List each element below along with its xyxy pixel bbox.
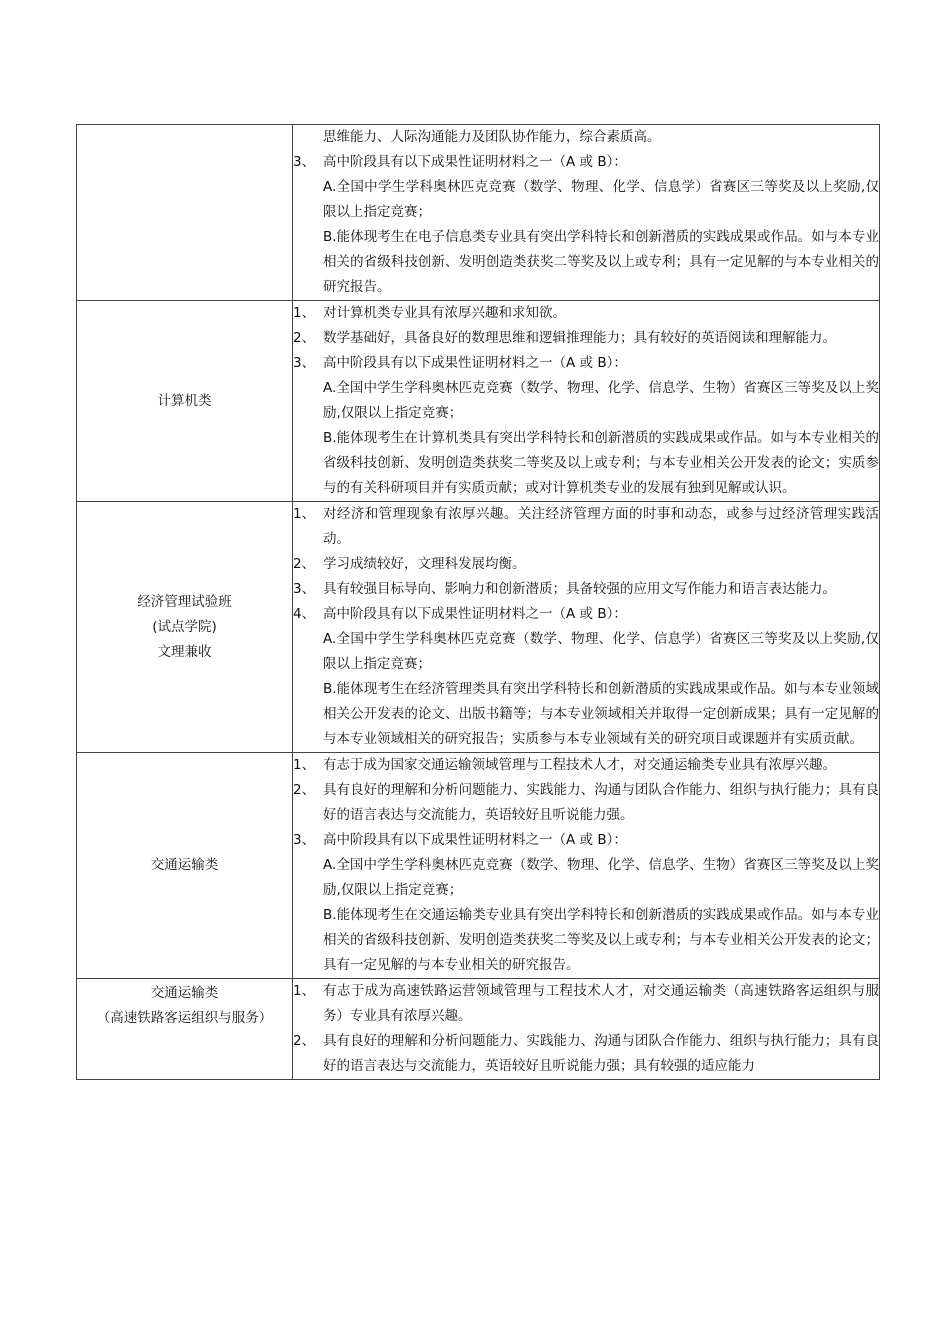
requirement-item: [293, 1029, 879, 1079]
item-text: 具有良好的理解和分析问题能力、实践能力、沟通与团队合作能力、组织与执行能力；具有良好的语言表达与交流能力，英语较好且听说能力强。: [323, 782, 879, 823]
item-number: 3、: [293, 581, 316, 597]
requirements-table: [76, 124, 880, 1080]
requirement-item: [293, 552, 879, 577]
requirement-subitem: B.能体现考生在经济管理类具有突出学科特长和创新潜质的实践成果或作品。如与本专业领域相关公开发表的论文、出版书籍等；与本专业领域相关并取得一定创新成果；具有一定见解的与本专业领域相关的研究报告；实质参与本专业领域有关的研究项目或课题并有实质贡献。: [323, 681, 879, 747]
major-cell: [77, 301, 293, 502]
major-note: (试点学院): [152, 618, 217, 635]
requirement-subitem: B.能体现考生在交通运输类专业具有突出学科特长和创新潜质的实践成果或作品。如与本专业相关的省级科技创新、发明创造类获奖二等奖及以上或专利；与本专业相关公开发表的论文；具有一定见解的与本专业相关的研究报告。: [323, 907, 879, 973]
item-number: 2、: [293, 782, 316, 798]
requirement-subitem: A.全国中学生学科奥林匹克竞赛（数学、物理、化学、信息学、生物）省赛区三等奖及以上奖励,仅限以上指定竞赛；: [323, 857, 879, 898]
major-name: 交通运输类: [150, 985, 219, 1001]
item-text: 学习成绩较好，文理科发展均衡。: [323, 556, 526, 572]
item-text: 高中阶段具有以下成果性证明材料之一（A 或 B）：: [323, 355, 627, 371]
requirement-item: [293, 577, 879, 602]
requirements-cell: [293, 125, 880, 301]
requirement-item: [293, 753, 879, 778]
major-cell: [77, 979, 293, 1080]
table-row: [77, 979, 880, 1080]
requirement-subitem: A.全国中学生学科奥林匹克竞赛（数学、物理、化学、信息学）省赛区三等奖及以上奖励,仅限以上指定竞赛；: [323, 179, 879, 220]
item-number: 1、: [293, 506, 316, 522]
item-text: 具有良好的理解和分析问题能力、实践能力、沟通与团队合作能力、组织与执行能力；具有良好的语言表达与交流能力，英语较好且听说能力强；具有较强的适应能力: [323, 1033, 879, 1074]
requirement-subitem: A.全国中学生学科奥林匹克竞赛（数学、物理、化学、信息学、生物）省赛区三等奖及以上奖励,仅限以上指定竞赛；: [323, 380, 879, 421]
requirements-cell: [293, 301, 880, 502]
requirements-cell: [293, 979, 880, 1080]
item-number: 3、: [293, 832, 316, 848]
item-text: 对经济和管理现象有浓厚兴趣。关注经济管理方面的时事和动态，或参与过经济管理实践活动。: [323, 506, 879, 547]
requirement-item: [293, 502, 879, 552]
table-row: [77, 301, 880, 502]
major-cell: [77, 502, 293, 753]
requirement-subitem: A.全国中学生学科奥林匹克竞赛（数学、物理、化学、信息学）省赛区三等奖及以上奖励,仅限以上指定竞赛；: [323, 631, 879, 672]
requirement-item: [293, 979, 879, 1029]
major-cell: [77, 125, 293, 301]
item-number: 2、: [293, 1033, 316, 1049]
requirement-continuation: 思维能力、人际沟通能力及团队协作能力，综合素质高。: [323, 129, 661, 145]
requirements-cell: [293, 753, 880, 979]
requirement-item: [293, 301, 879, 326]
item-text: 高中阶段具有以下成果性证明材料之一（A 或 B）：: [323, 832, 627, 848]
item-text: 具有较强目标导向、影响力和创新潜质；具备较强的应用文写作能力和语言表达能力。: [323, 581, 836, 597]
requirement-item: [293, 778, 879, 828]
major-note: （高速铁路客运组织与服务）: [96, 1010, 273, 1026]
item-number: 4、: [293, 606, 316, 622]
major-name: 交通运输类: [150, 857, 219, 873]
requirement-subitem: B.能体现考生在计算机类具有突出学科特长和创新潜质的实践成果或作品。如与本专业相关的省级科技创新、发明创造类获奖二等奖及以上或专利；与本专业相关公开发表的论文；实质参与的有关科研项目并有实质贡献；或对计算机类专业的发展有独到见解或认识。: [323, 430, 879, 496]
major-note: 文理兼收: [157, 643, 212, 660]
item-text: 对计算机类专业具有浓厚兴趣和求知欲。: [323, 305, 566, 321]
requirement-item: [293, 351, 879, 376]
requirement-item: [293, 828, 879, 853]
item-number: 3、: [293, 154, 316, 170]
requirement-subitem: B.能体现考生在电子信息类专业具有突出学科特长和创新潜质的实践成果或作品。如与本专业相关的省级科技创新、发明创造类获奖二等奖及以上或专利；具有一定见解的与本专业相关的研究报告。: [323, 229, 879, 295]
requirement-item: [293, 326, 879, 351]
item-text: 有志于成为国家交通运输领域管理与工程技术人才，对交通运输类专业具有浓厚兴趣。: [323, 757, 836, 773]
item-number: 1、: [293, 983, 316, 999]
item-number: 2、: [293, 556, 316, 572]
major-cell: [77, 753, 293, 979]
item-text: 数学基础好，具备良好的数理思维和逻辑推理能力；具有较好的英语阅读和理解能力。: [323, 330, 836, 346]
item-number: 1、: [293, 757, 316, 773]
table-row: [77, 753, 880, 979]
item-text: 高中阶段具有以下成果性证明材料之一（A 或 B）：: [323, 606, 627, 622]
item-number: 2、: [293, 330, 316, 346]
item-text: 有志于成为高速铁路运营领域管理与工程技术人才，对交通运输类（高速铁路客运组织与服务）专业具有浓厚兴趣。: [323, 983, 879, 1024]
table-row: [77, 502, 880, 753]
requirements-cell: [293, 502, 880, 753]
item-number: 1、: [293, 305, 316, 321]
major-name: 计算机类: [157, 392, 212, 409]
item-text: 高中阶段具有以下成果性证明材料之一（A 或 B）：: [323, 154, 627, 170]
major-name: 经济管理试验班: [137, 593, 232, 610]
requirement-item: [293, 602, 879, 627]
table-row: [77, 125, 880, 301]
requirement-item: [293, 150, 879, 175]
item-number: 3、: [293, 355, 316, 371]
